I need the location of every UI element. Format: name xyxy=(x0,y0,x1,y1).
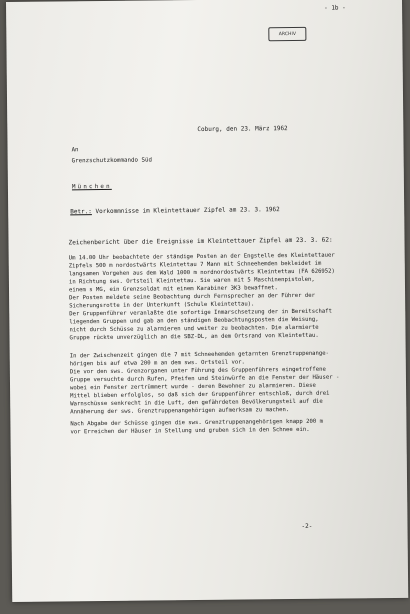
body-line: vor Erreichen der Häuser in Stellung und gruben sich in den Schnee ein. xyxy=(70,426,310,436)
body-line: Nach Abgabe der Schüsse gingen die sws. Grenztruppenangehörigen knapp 200 m xyxy=(70,418,324,428)
reference-text: Vorkommnisse im Kleintettauer Zipfel am 23. 3. 1962 xyxy=(95,206,280,216)
report-heading: Zeichenbericht über die Ereignisse im Kleintettauer Zipfel am 23. 3. 62: xyxy=(68,236,333,247)
body-line: Der Posten meldete seine Beobachtung durch Fernsprecher an der Führer der xyxy=(69,292,315,302)
body-line: Mittel blieben erfolglos, so daß sich der Gruppenführer entschloß, durch drei xyxy=(70,390,330,400)
body-line: Annäherung der sws. Grenztruppenangehörigen aufmerksam zu machen. xyxy=(70,407,290,416)
recipient-to: An xyxy=(71,147,79,154)
body-line: in Richtung sws. Ortsteil Kleintettau. Sie waren mit 5 Maschinenpistolen, xyxy=(68,276,315,286)
body-line: Gruppe rückte unverzüglich an die SBZ-DL, an dem Ortsrand von Kleintettau. xyxy=(69,332,319,342)
reference-label: Betr.: xyxy=(70,208,92,216)
archive-stamp: ARCHIV xyxy=(268,27,306,41)
recipient-city: München xyxy=(71,183,112,191)
reference-line xyxy=(70,206,280,215)
body-line: In der Zwischenzeit gingen die 7 mit Schneehemden getarnten Grenztruppenange- xyxy=(69,350,330,360)
body-line: einem s MG, ein Grenzsoldat mit einem Karabiner 3K3 bewaffnet. xyxy=(68,285,278,294)
body-line: liegenden Gruppen und gab an den ständigen Beobachtungsposten die Weisung, xyxy=(69,316,319,326)
body-line: Die vor den sws. Grenzorganen unter Führung des Gruppenführers eingetroffene xyxy=(69,366,326,376)
date-line: Coburg, den 23. März 1962 xyxy=(197,125,288,134)
page-number: - 1b - xyxy=(324,4,346,12)
body-line: wobei ein Fenster zertrümmert wurde - deren Bewohner zu alarmieren. Diese xyxy=(70,382,316,392)
document-page xyxy=(6,0,408,602)
body-line: Sicherungsrotte in der Unterkunft (Schule Kleintettau). xyxy=(69,301,255,310)
page-footer: -2- xyxy=(301,522,313,530)
body-line: hörigen bis auf etwa 200 m an dem sws. Ortsteil vor. xyxy=(69,359,245,368)
recipient-name: Grenzschutzkommando Süd xyxy=(71,157,152,165)
body-line: Warnschüsse senkrecht in die Luft, den gefährdeten Bevölkerungsteil auf die xyxy=(70,398,323,408)
body-line: Um 14.00 Uhr beobachtete der ständige Posten an der Engstelle des Kleintettauer xyxy=(68,252,335,262)
body-line: Gruppe versuchte durch Rufen, Pfeifen und Steinwürfe an die Fenster der Häuser - xyxy=(69,374,340,384)
body-line: Zipfels 500 m nordostwärts Kleintettau 7 Mann mit Schneehemden bekleidet im xyxy=(68,260,322,270)
body-line: Der Gruppenführer veranlaßte die sofortige Inmarschsetzung der in Bereitschaft xyxy=(69,308,332,318)
body-line: langsamen Vorgehen aus dem Wald 1000 m nordnordostwärts Kleintettau (FA 626952) xyxy=(68,268,335,278)
body-line: nicht durch Schüsse zu alarmieren und weiter zu beobachten. Die alarmierte xyxy=(69,324,319,334)
